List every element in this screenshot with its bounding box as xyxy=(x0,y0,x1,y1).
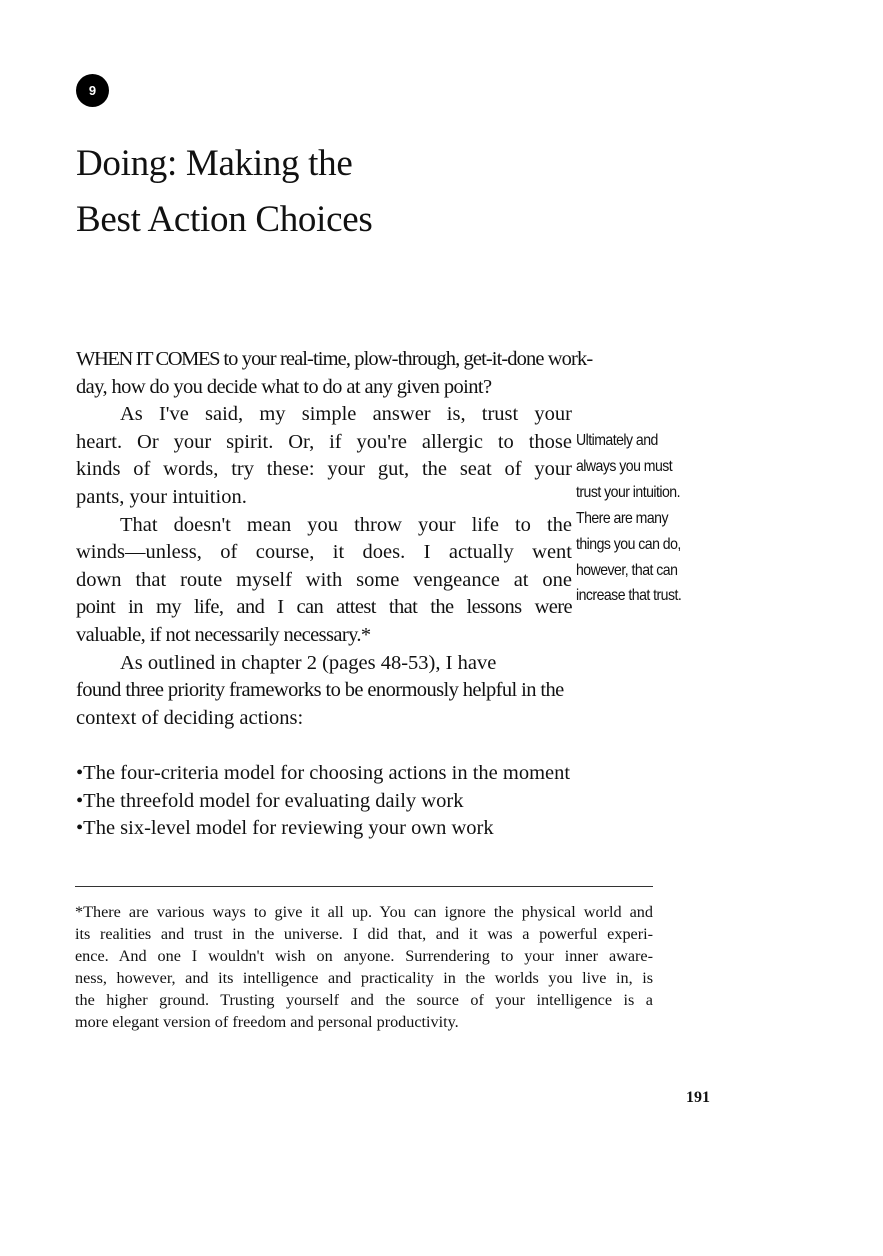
margin-note-line: trust your intuition. xyxy=(576,483,680,501)
margin-note-line: however, that can xyxy=(576,561,678,579)
margin-note-line: There are many xyxy=(576,509,669,527)
bullet-item: •The six-level model for reviewing your own work xyxy=(76,817,494,840)
footnote xyxy=(75,901,653,1033)
footnote-line: ness, however, and its intelligence and practicality in the worlds you live in, is xyxy=(75,969,653,987)
bullet-item: •The threefold model for evaluating daily work xyxy=(76,789,464,812)
paragraph-2-line-3: kinds of words, try these: your gut, the seat of your xyxy=(76,458,572,481)
footnote-divider xyxy=(75,886,653,887)
paragraph-4-line-1: As outlined in chapter 2 (pages 48-53), I have xyxy=(120,651,497,674)
paragraph-4-line-3: context of deciding actions: xyxy=(76,706,304,729)
footnote-line: *There are various ways to give it all up. You can ignore the physical world and xyxy=(75,903,653,921)
paragraph-1-line-2: day, how do you decide what to do at any given point? xyxy=(76,375,492,398)
chapter-title-line-1: Doing: Making the xyxy=(76,143,353,184)
paragraph-3-line-3: down that route myself with some vengeance at one xyxy=(76,568,572,591)
body-text xyxy=(76,346,592,843)
footnote-line: more elegant version of freedom and personal productivity. xyxy=(75,1013,459,1031)
footnote-line: its realities and trust in the universe. I did that, and it was a powerful experi- xyxy=(75,925,653,943)
margin-note xyxy=(576,428,681,609)
margin-note-line: always you must xyxy=(576,457,673,475)
paragraph-2-line-4: pants, your intuition. xyxy=(76,485,247,508)
bullet-item: •The four-criteria model for choosing actions in the moment xyxy=(76,761,571,784)
footnote-line: the higher ground. Trusting yourself and the source of your intelligence is a xyxy=(75,991,653,1009)
paragraph-3-line-1: That doesn't mean you throw your life to the xyxy=(120,513,572,536)
paragraph-1-line-1-rest: to your real-time, plow-through, get-it-done work- xyxy=(219,348,593,370)
small-caps-lead: WHEN IT COMES xyxy=(76,348,220,370)
margin-note-line: Ultimately and xyxy=(576,432,658,449)
paragraph-2-line-2: heart. Or your spirit. Or, if you're allergic to those xyxy=(76,430,572,453)
page-number: 191 xyxy=(686,1089,710,1106)
paragraph-3-line-4: point in my life, and I can attest that the lessons were xyxy=(76,596,572,619)
footnote-line: ence. And one I wouldn't wish on anyone. Surrendering to your inner aware- xyxy=(75,947,653,965)
paragraph-4-line-2: found three priority frameworks to be enormously helpful in the xyxy=(76,679,564,702)
margin-note-line: things you can do, xyxy=(576,535,681,553)
paragraph-3-line-5: valuable, if not necessarily necessary.* xyxy=(76,623,371,646)
paragraph-3-line-2: winds—unless, of course, it does. I actually went xyxy=(76,541,572,564)
paragraph-2-line-1: As I've said, my simple answer is, trust your xyxy=(120,403,572,426)
chapter-title-line-2: Best Action Choices xyxy=(76,199,373,240)
paragraph-1-line-1 xyxy=(76,346,592,374)
margin-note-line: increase that trust. xyxy=(576,587,682,605)
chapter-title xyxy=(76,136,372,248)
chapter-number-badge: 9 xyxy=(76,74,109,107)
